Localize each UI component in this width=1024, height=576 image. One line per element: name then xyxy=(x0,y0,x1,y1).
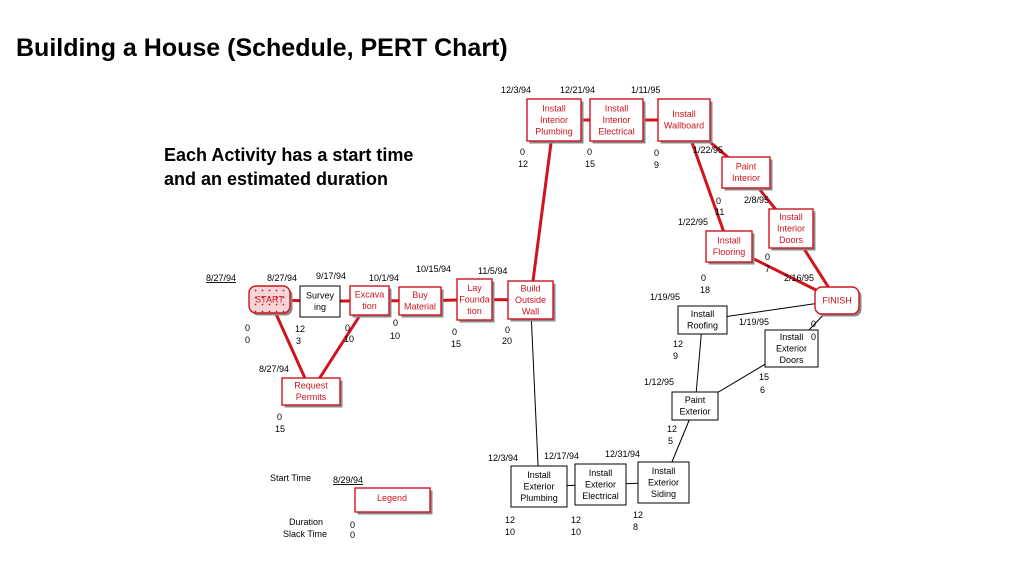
legend-start-time-value: 8/29/94 xyxy=(333,475,364,485)
start-date: 1/19/95 xyxy=(650,292,681,302)
node-excavation[interactable] xyxy=(350,286,392,318)
node-label-line: Request xyxy=(294,380,328,391)
node-label-line: Permits xyxy=(295,392,327,402)
node-label-line: Install xyxy=(527,469,551,480)
node-label-line: Doors xyxy=(778,234,804,245)
slack-value: 10 xyxy=(505,527,516,537)
slack-value: 18 xyxy=(700,285,711,295)
legend xyxy=(270,473,433,540)
node-label-line: Exterior xyxy=(584,479,617,490)
slack-value: 3 xyxy=(296,336,302,346)
node-label-line: Paint xyxy=(684,395,706,405)
start-date: 1/22/95 xyxy=(678,217,709,227)
duration-value: 0 xyxy=(654,148,660,158)
node-label-line: Flooring xyxy=(712,247,746,257)
slack-value: 7 xyxy=(765,264,771,274)
slack-value: 8 xyxy=(633,522,639,532)
node-label-line: Exterior xyxy=(775,343,808,354)
node-label-line: Install xyxy=(690,309,715,319)
node-paint-exterior[interactable] xyxy=(672,392,718,420)
node-label-line: Plumbing xyxy=(535,126,573,137)
node-install-exterior-electrical[interactable] xyxy=(575,464,626,505)
start-date: 1/11/95 xyxy=(631,85,661,95)
duration-value: 0 xyxy=(811,319,817,329)
legend-start-time-label: Start Time xyxy=(270,473,312,483)
node-label-line: Exterior xyxy=(679,406,711,417)
duration-value: 0 xyxy=(701,273,707,283)
legend-slack-label: Slack Time xyxy=(283,529,328,539)
node-label-line: Lay xyxy=(467,282,482,293)
slack-value: 10 xyxy=(390,331,401,341)
node-label-line: Electrical xyxy=(598,126,635,137)
start-date: 12/31/94 xyxy=(605,449,641,459)
node-install-exterior-plumbing[interactable] xyxy=(511,466,567,507)
node-label-line: Roofing xyxy=(686,320,719,331)
node-buy-material[interactable] xyxy=(399,287,444,318)
legend-duration-label: Duration xyxy=(289,517,324,527)
slack-value: 6 xyxy=(760,385,766,395)
node-label-line: Wall xyxy=(521,306,540,317)
node-label-line: Buy xyxy=(412,290,428,300)
node-label-line: Install xyxy=(604,103,629,114)
node-start[interactable] xyxy=(249,286,293,316)
start-date: 2/16/95 xyxy=(784,273,815,283)
subtitle-line-1: Each Activity has a start time xyxy=(164,145,414,165)
slack-value: 0 xyxy=(811,332,817,342)
duration-value: 12 xyxy=(667,424,678,434)
node-label-line: Doors xyxy=(779,354,804,365)
slack-value: 9 xyxy=(654,160,660,170)
node-label-line: Build xyxy=(520,283,541,294)
duration-value: 15 xyxy=(759,372,770,382)
start-date: 1/19/95 xyxy=(739,317,770,327)
node-label-line: tion xyxy=(362,301,377,311)
legend-duration-value: 0 xyxy=(350,520,356,530)
slack-value: 15 xyxy=(451,339,462,349)
node-build-outside-wall[interactable] xyxy=(508,281,556,322)
slack-value: 15 xyxy=(275,424,286,434)
node-paint-interior[interactable] xyxy=(722,157,773,191)
node-label-line: Install xyxy=(542,103,566,114)
page-title: Building a House (Schedule, PERT Chart) xyxy=(16,34,508,62)
node-install-wallboard[interactable] xyxy=(658,99,713,144)
node-label-line: Plumbing xyxy=(520,492,558,503)
node-label-line: tion xyxy=(467,305,482,316)
node-label-line: Material xyxy=(403,301,437,312)
node-label-line: Install xyxy=(779,331,804,342)
edge-build_outside_wall-to-install_exterior_plumbing xyxy=(531,300,540,487)
node-label-line: Siding xyxy=(650,488,677,499)
node-request-permits[interactable] xyxy=(282,378,343,408)
slack-value: 10 xyxy=(571,527,582,537)
start-date: 2/8/95 xyxy=(744,195,770,205)
duration-value: 0 xyxy=(587,147,593,157)
start-date: 10/1/94 xyxy=(369,273,400,283)
node-label-line: FINISH xyxy=(822,295,852,306)
start-date: 1/22/95 xyxy=(693,145,724,155)
slack-value: 20 xyxy=(502,336,513,346)
node-label-line: Exterior xyxy=(647,477,680,488)
node-label-line: Install xyxy=(717,235,741,246)
node-lay-foundation[interactable] xyxy=(457,279,495,323)
node-label-line: Founda xyxy=(459,294,490,305)
start-date: 8/27/94 xyxy=(267,273,298,283)
start-date: 12/17/94 xyxy=(544,451,580,461)
slack-value: 0 xyxy=(245,335,251,345)
duration-value: 0 xyxy=(765,252,771,262)
duration-value: 12 xyxy=(633,510,644,520)
start-date: 9/17/94 xyxy=(316,271,347,281)
duration-value: 12 xyxy=(673,339,684,349)
node-surveying[interactable] xyxy=(300,286,340,317)
slack-value: 11 xyxy=(715,207,725,217)
duration-value: 0 xyxy=(393,318,399,328)
node-finish[interactable] xyxy=(815,287,862,317)
activity-nodes xyxy=(249,99,862,507)
duration-value: 0 xyxy=(505,325,511,335)
start-date: 8/27/94 xyxy=(206,273,237,283)
duration-value: 0 xyxy=(345,323,351,333)
node-label-line: Interior xyxy=(776,223,806,234)
node-label-line: Paint xyxy=(735,161,757,172)
legend-slack-value: 0 xyxy=(350,530,356,540)
node-label-line: Install xyxy=(672,109,696,119)
start-date: 12/3/94 xyxy=(488,453,519,463)
slack-value: 10 xyxy=(344,334,355,344)
duration-value: 12 xyxy=(295,324,306,334)
node-label-line: START xyxy=(255,294,284,305)
legend-label: Legend xyxy=(376,493,408,503)
subtitle-line-2: and an estimated duration xyxy=(164,169,389,189)
slack-value: 15 xyxy=(585,159,596,169)
duration-value: 12 xyxy=(505,515,516,525)
slack-value: 9 xyxy=(673,351,679,361)
duration-value: 0 xyxy=(452,327,458,337)
slack-value: 5 xyxy=(668,436,674,446)
duration-value: 0 xyxy=(245,323,251,333)
node-label-line: Interior xyxy=(731,173,761,183)
node-label-line: Electrical xyxy=(582,490,619,501)
node-label-line: Interior xyxy=(602,114,631,125)
node-label-line: ing xyxy=(313,302,327,312)
start-date: 10/15/94 xyxy=(416,264,452,274)
duration-value: 0 xyxy=(520,147,526,157)
node-label-line: Install xyxy=(651,465,676,476)
node-label-line: Excava xyxy=(354,289,385,300)
node-label-line: Exterior xyxy=(523,481,555,492)
start-date: 1/12/95 xyxy=(644,377,675,387)
node-install-interior-doors[interactable] xyxy=(769,209,816,251)
node-label-line: Survey xyxy=(305,290,335,301)
duration-value: 0 xyxy=(716,196,722,206)
duration-value: 0 xyxy=(277,412,283,422)
node-install-interior-plumbing[interactable] xyxy=(527,99,584,144)
start-date: 12/21/94 xyxy=(560,85,596,95)
duration-value: 12 xyxy=(571,515,582,525)
node-label-line: Install xyxy=(588,467,613,478)
start-date: 11/5/94 xyxy=(478,266,508,276)
slack-value: 12 xyxy=(518,159,529,169)
node-install-roofing[interactable] xyxy=(678,306,727,334)
node-label-line: Interior xyxy=(539,114,569,125)
start-date: 12/3/94 xyxy=(501,85,532,95)
edge-build_outside_wall-to-install_interior_plumbing xyxy=(531,120,555,300)
start-date: 8/27/94 xyxy=(259,364,290,374)
node-label-line: Wallboard xyxy=(663,120,705,131)
node-install-interior-electrical[interactable] xyxy=(590,99,646,144)
node-label-line: Outside xyxy=(514,294,547,305)
node-install-exterior-siding[interactable] xyxy=(638,462,689,503)
node-install-flooring[interactable] xyxy=(706,231,755,265)
node-label-line: Install xyxy=(779,211,803,222)
